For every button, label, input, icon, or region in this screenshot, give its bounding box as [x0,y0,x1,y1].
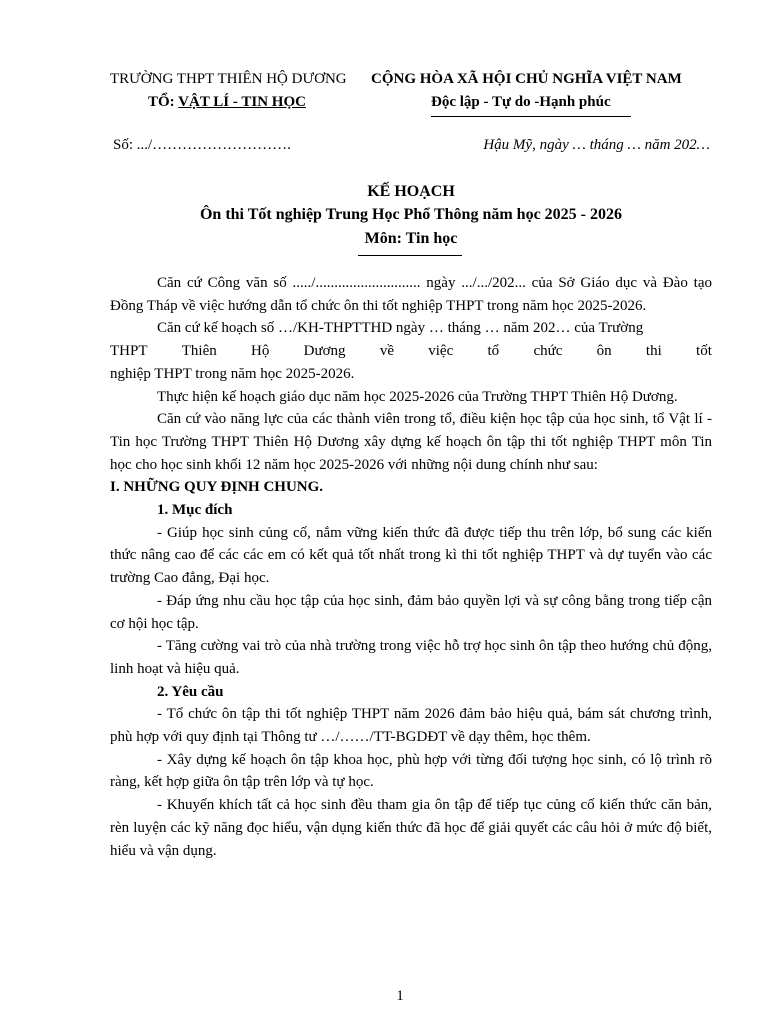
document-subject: Môn: Tin học [364,230,458,247]
word: ôn [596,343,612,360]
purpose-item-3: - Tăng cường vai trò của nhà trường trong việc hỗ trợ học sinh ôn tập theo hướng chủ động, linh hoạt và hiệu quả. [110,638,712,677]
word: thi [645,343,662,360]
paragraph-legal-basis-2-line-2 [110,340,712,363]
paragraph-legal-basis-2-line-3: nghiệp THPT trong năm học 2025-2026. [110,365,355,382]
paragraph-implementation: Thực hiện kế hoạch giáo dục năm học 2025-2026 của Trường THPT Thiên Hộ Dương. [157,388,678,405]
nation-title: CỘNG HÒA XÃ HỘI CHỦ NGHĨA VIỆT NAM [371,71,682,87]
word: Hộ [251,343,270,360]
department-prefix: TỔ: [148,94,179,110]
word: tổ [487,343,500,360]
school-name: TRƯỜNG THPT THIÊN HỘ DƯƠNG [110,71,347,87]
document-title: KẾ HOẠCH [367,183,455,200]
word: việc [428,343,454,360]
document-number: Số: .../………………………. [113,137,291,153]
purpose-item-1: - Giúp học sinh củng cố, nắm vững kiến thức đã được tiếp thu trên lớp, bổ sung các kiến thức nâng cao để các các em có kết quả tốt nhất trong kì thi tốt nghiệp THPT và dự tuyển vào các trường Cao đẳng, Đại học. [110,524,712,587]
paragraph-legal-basis-2-line-1: Căn cứ kế hoạch số …/KH-THPTTHD ngày … tháng … năm 202… của Trường [157,320,644,337]
requirement-item-1: - Tổ chức ôn tập thi tốt nghiệp THPT năm 2026 đảm bảo hiệu quả, bám sát chương trình, phù hợp với quy định tại Thông tư …/……/TT-BGDĐT về dạy thêm, học thêm. [110,706,712,746]
word: tốt [696,343,712,360]
requirement-item-3: - Khuyến khích tất cả học sinh đều tham gia ôn tập để tiếp tục củng cố kiến thức căn bản, rèn luyện các kỹ năng đọc hiểu, vận dụng kiến thức đã học để giải quyết các câu hỏi ở mức độ biết, hiểu và vận dụng. [110,797,712,859]
word: Dương [303,343,346,360]
subject-underline [358,255,462,256]
purpose-item-2: - Đáp ứng nhu cầu học tập của học sinh, đảm bảo quyền lợi và sự công bằng trong tiếp cận cơ hội học tập. [110,592,712,632]
section-heading-general: I. NHỮNG QUY ĐỊNH CHUNG. [110,479,324,496]
page-number: 1 [396,988,404,1004]
paragraph-capacity: Căn cứ vào năng lực của các thành viên trong tổ, điều kiện học tập của học sinh, tổ Vật lí - Tin học Trường THPT Thiên Hộ Dương xây dựng kế hoạch ôn tập thi tốt nghiệp THPT môn Tin học cho học sinh khối 12 năm học 2025-2026 với những nội dung chính như sau: [110,411,712,473]
motto-underline [431,116,631,117]
word: THPT [110,343,148,360]
requirement-item-2: - Xây dựng kế hoạch ôn tập khoa học, phù hợp với từng đối tượng học sinh, có lộ trình rõ ràng, kết hợp giữa ôn tập trên lớp và tự học. [110,751,712,791]
word: về [379,343,394,360]
word: chức [533,343,563,360]
place-and-date: Hậu Mỹ, ngày … tháng … năm 202… [483,137,710,153]
document-subtitle: Ôn thi Tốt nghiệp Trung Học Phổ Thông năm học 2025 - 2026 [199,206,622,223]
word: Thiên [181,343,217,360]
department-name: VẬT LÍ - TIN HỌC [178,94,306,110]
subheading-purpose: 1. Mục đích [157,502,233,519]
subheading-requirements: 2. Yêu cầu [157,683,224,700]
paragraph-legal-basis-1: Căn cứ Công văn số ...../............................ ngày .../.../202... của Sở Giáo dục và Đào tạo Đồng Tháp về việc hướng dẫn tổ chức ôn thi tốt nghiệp THPT trong năm học 2025-2026. [110,275,712,314]
department-line [148,94,306,111]
nation-motto: Độc lập - Tự do -Hạnh phúc [431,94,611,110]
document-body [110,272,712,862]
